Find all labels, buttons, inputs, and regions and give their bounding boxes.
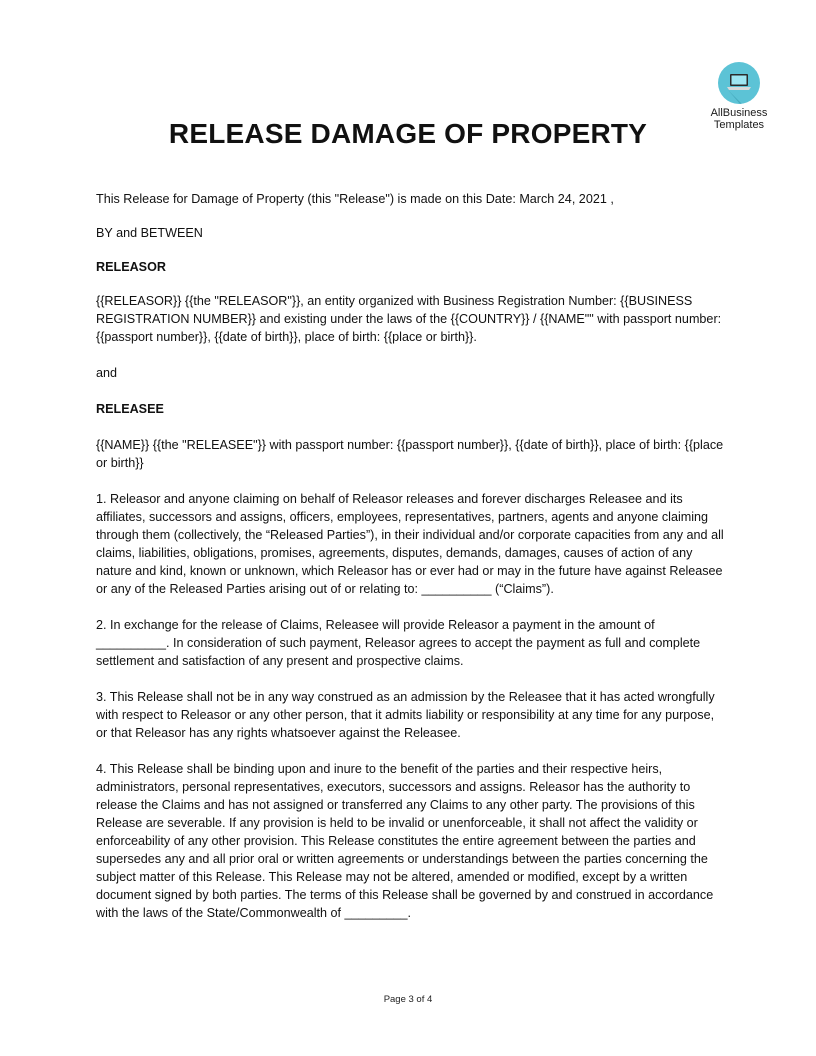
intro-paragraph: This Release for Damage of Property (this "Release") is made on this Date: March 24, 2021 , bbox=[96, 192, 614, 206]
releasor-heading: RELEASOR bbox=[96, 260, 166, 274]
releasee-heading: RELEASEE bbox=[96, 402, 164, 416]
page-number: Page 3 of 4 bbox=[383, 994, 433, 1005]
document-body bbox=[96, 190, 726, 922]
releasee-paragraph: {{NAME}} {{the "RELEASEE"}} with passport number: {{passport number}}, {{date of birth}}, place of birth: {{place or birth}} bbox=[96, 438, 724, 470]
document-title: RELEASE DAMAGE OF PROPERTY bbox=[168, 118, 648, 149]
by-between-text: BY and BETWEEN bbox=[96, 226, 203, 240]
logo-text-line2: Templates bbox=[713, 119, 765, 131]
clause-3: 3. This Release shall not be in any way construed as an admission by the Releasee that it has acted wrongfully with respect to Releasor or any other person, that it admits liability or responsibility at any time for any purpose, or that Releasor has any rights whatsoever against the Releasee. bbox=[96, 690, 715, 740]
and-text: and bbox=[96, 366, 118, 380]
releasor-paragraph: {{RELEASOR}} {{the "RELEASOR"}}, an entity organized with Business Registration Number: {{BUSINESS REGISTRATION NUMBER}} and existing under the laws of the {{COUNTRY}} / {{NAME"" with passport number: {{passport number}}, {{date of birth}}, place of birth: {{place or birth}}. bbox=[96, 294, 722, 344]
laptop-icon bbox=[718, 62, 760, 104]
clause-4: 4. This Release shall be binding upon and inure to the benefit of the parties and their respective heirs, administrators, personal representatives, executors, successors and assigns. Releasor has the authority to release the Claims and has not assigned or transferred any Claims to any other party. The provisions of this Release are severable. If any provision is held to be invalid or unenforceable, it shall not affect the validity or enforceability of any other provision. This Release constitutes the entire agreement between the parties and supersedes any and all prior oral or written agreements or understandings between the parties concerning the subject matter of this Release. This Release may not be altered, amended or modified, except by a written document signed by both parties. The terms of this Release shall be governed by and construed in accordance with the laws of the State/Commonwealth of _________. bbox=[96, 762, 714, 920]
clause-2: 2. In exchange for the release of Claims, Releasee will provide Releasor a payment in the amount of __________. In consideration of such payment, Releasor agrees to accept the payment as full and complete settlement and satisfaction of any present and prospective claims. bbox=[96, 618, 701, 668]
clause-1: 1. Releasor and anyone claiming on behalf of Releasor releases and forever discharges Releasee and its affiliates, successors and assigns, officers, employees, representatives, partners, agents and anyone claiming through them (collectively, the “Released Parties”), in their individual and/or corporate capacities from any and all claims, liabilities, obligations, promises, agreements, disputes, demands, damages, causes of action of any nature and kind, known or unknown, which Releasor has or ever had or may in the future have against Releasee or any of the Released Parties arising out of or relating to: __________ (“Claims”). bbox=[96, 492, 724, 596]
logo-text-line1: AllBusiness bbox=[710, 107, 768, 119]
